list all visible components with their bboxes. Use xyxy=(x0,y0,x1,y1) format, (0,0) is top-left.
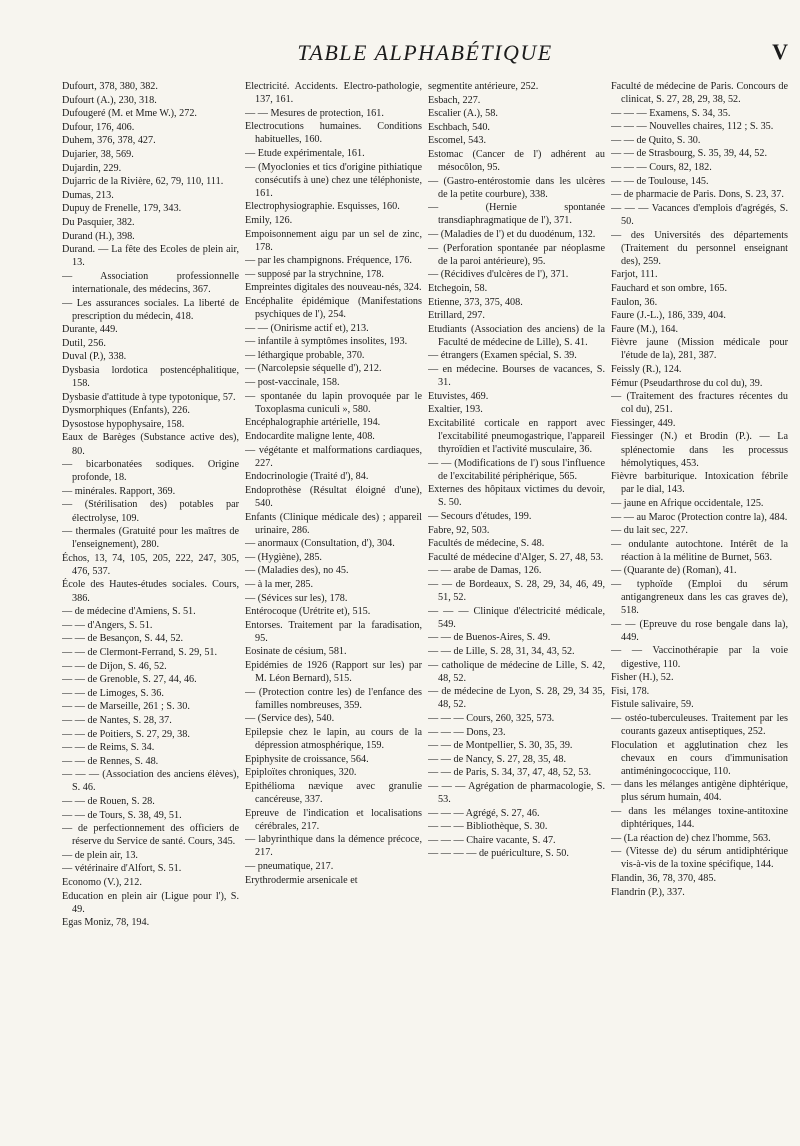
index-entry: — ondulante autochtone. Intérêt de la réaction à la mélitine de Burnet, 563. xyxy=(611,538,788,563)
index-entry: Endocardite maligne lente, 408. xyxy=(245,430,375,442)
index-entry: Electricité. Accidents. Electro-pathologie, 137, 161. xyxy=(245,81,422,106)
index-entry: Durand. — La fête des Ecoles de plein air, 13. xyxy=(62,244,239,269)
index-entry: Fièvre jaune (Mission médicale pour l'étude de la), 281, 387. xyxy=(611,337,788,362)
index-entry: — — de Besançon, S. 44, 52. xyxy=(62,633,184,645)
index-entry: — — d'Angers, S. 51. xyxy=(62,619,153,631)
index-entry: — bicarbonatées sodiques. Origine profonde, 18. xyxy=(62,459,239,484)
index-entry: — (Hernie spontanée transdiaphragmatique de l'), 371. xyxy=(428,202,605,227)
index-column-4 xyxy=(611,80,788,1132)
index-entry: — — au Maroc (Protection contre la), 484. xyxy=(611,511,788,523)
index-entry: Entérocoque (Urétrite et), 515. xyxy=(245,606,371,618)
index-entry: — — (Onirisme actif et), 213. xyxy=(245,322,369,334)
index-entry: — — de Poitiers, S. 27, 29, 38. xyxy=(62,728,190,740)
index-entry: — étrangers (Examen spécial, S. 39. xyxy=(428,350,577,362)
index-entry: Encéphalite épidémique (Manifestations psychiques de l'), 254. xyxy=(245,296,422,321)
index-entry: Eaux de Barèges (Substance active des), 80. xyxy=(62,432,239,457)
index-entry: — (Myoclonies et tics d'origine pithiatique consécutifs à une) chez une téléphoniste, 161. xyxy=(245,161,422,199)
index-entry: Fabre, 92, 503. xyxy=(428,524,490,536)
index-entry: Durante, 449. xyxy=(62,324,118,336)
index-entry: Dujarric de la Rivière, 62, 79, 110, 111. xyxy=(62,176,224,188)
index-entry: — supposé par la strychnine, 178. xyxy=(245,268,384,280)
index-entry: — de perfectionnement des officiers de réserve du Service de santé. Cours, 345. xyxy=(62,823,239,848)
index-entry: — — (Modifications de l') sous l'influence de l'excitabilité périphérique, 565. xyxy=(428,457,605,482)
index-entry: — — — (Association des anciens élèves), S. 46. xyxy=(62,769,239,794)
index-entry: — — de Reims, S. 34. xyxy=(62,742,155,754)
index-entry: — (Vitesse de) du sérum antidiphtérique vis-à-vis de la toxine spécifique, 144. xyxy=(611,846,788,871)
index-entry: Fisi, 178. xyxy=(611,685,650,697)
index-entry: — — — — de puériculture, S. 50. xyxy=(428,848,569,860)
index-entry: Fiessinger (N.) et Brodin (P.). — La splénectomie dans les processus hémolytiques, 453. xyxy=(611,431,788,469)
index-entry: — — de Rennes, S. 48. xyxy=(62,755,159,767)
index-entry: — (Maladies de l') et du duodénum, 132. xyxy=(428,229,596,241)
index-entry: Epiphysite de croissance, 564. xyxy=(245,753,369,765)
index-entry: Échos, 13, 74, 105, 205, 222, 247, 305, 476, 537. xyxy=(62,552,239,577)
index-entry: Fièvre barbiturique. Intoxication fébrile par le dial, 143. xyxy=(611,471,788,496)
index-entry: Empoisonnement aigu par un sel de zinc, 178. xyxy=(245,228,422,253)
index-entry: — dans les mélanges antigène diphtérique, plus sérum humain, 404. xyxy=(611,779,788,804)
index-entry: Dufourt (A.), 230, 318. xyxy=(62,94,157,106)
index-entry: — — de Buenos-Aires, S. 49. xyxy=(428,632,551,644)
index-column-2 xyxy=(245,80,422,1132)
index-entry: — des Universités des départements (Traitement du personnel enseignant des), 259. xyxy=(611,229,788,267)
index-entry: — (Narcolepsie séquelle d'), 212. xyxy=(245,363,382,375)
index-entry: — Les assurances sociales. La liberté de prescription du médecin, 418. xyxy=(62,297,239,322)
index-entry: Etchegoin, 58. xyxy=(428,282,488,294)
index-entry: Endoprothèse (Résultat éloigné d'une), 540. xyxy=(245,484,422,509)
index-entry: Egas Moniz, 78, 194. xyxy=(62,917,150,929)
index-entry: — jaune en Afrique occidentale, 125. xyxy=(611,497,764,509)
index-entry: Duval (P.), 338. xyxy=(62,351,127,363)
index-entry: Dujarier, 38, 569. xyxy=(62,148,134,160)
index-entry: — — de Dijon, S. 46, 52. xyxy=(62,660,167,672)
index-entry: Fémur (Pseudarthrose du col du), 39. xyxy=(611,377,763,389)
index-entry: — — de Grenoble, S. 27, 44, 46. xyxy=(62,674,197,686)
index-entry: — (Récidives d'ulcères de l'), 371. xyxy=(428,269,569,281)
index-entry: École des Hautes-études sociales. Cours, 386. xyxy=(62,579,239,604)
index-entry: — — — Vacances d'emplois d'agrégés, S. 50. xyxy=(611,202,788,227)
index-entry: Faure (J.-L.), 186, 339, 404. xyxy=(611,310,726,322)
index-entry: — — de Paris, S. 34, 37, 47, 48, 52, 53. xyxy=(428,767,591,779)
index-entry: — (Maladies des), no 45. xyxy=(245,565,349,577)
index-entry: Escalier (A.), 58. xyxy=(428,108,498,120)
index-entry: — infantile à symptômes insolites, 193. xyxy=(245,336,408,348)
index-entry: Epiploïtes chroniques, 320. xyxy=(245,767,357,779)
index-entry: — — — Agrégé, S. 27, 46. xyxy=(428,807,540,819)
index-entry: — dans les mélanges toxine-antitoxine diphtériques, 144. xyxy=(611,806,788,831)
index-entry: Epidémies de 1926 (Rapport sur les) par M. Léon Bernard), 515. xyxy=(245,660,422,685)
index-entry: Dutil, 256. xyxy=(62,337,106,349)
index-entry: Epithélioma nævique avec granulie cancéreuse, 337. xyxy=(245,780,422,805)
index-entry: Esbach, 227. xyxy=(428,94,481,106)
index-entry: Enfants (Clinique médicale des) ; appareil urinaire, 286. xyxy=(245,511,422,536)
index-entry: Economo (V.), 212. xyxy=(62,877,142,889)
index-column-3 xyxy=(428,80,605,1132)
index-entry: — — de Montpellier, S. 30, 35, 39. xyxy=(428,740,573,752)
index-entry: Etuvistes, 469. xyxy=(428,390,489,402)
index-entry: Eosinate de césium, 581. xyxy=(245,646,347,658)
index-entry: Estomac (Cancer de l') adhérent au mésocôlon, 95. xyxy=(428,148,605,174)
index-entry: — par les champignons. Fréquence, 176. xyxy=(245,255,412,267)
index-entry: — minérales. Rapport, 369. xyxy=(62,485,176,497)
index-entry: — post-vaccinale, 158. xyxy=(245,377,340,389)
index-entry: Dysbasia lordotica postencéphalitique, 158. xyxy=(62,364,239,390)
page-title: TABLE ALPHABÉTIQUE xyxy=(297,40,553,65)
index-entry: Dysbasie d'attitude à type typotonique, 57. xyxy=(62,391,236,403)
index-entry: — léthargique probable, 370. xyxy=(245,349,365,361)
index-entry: Etrillard, 297. xyxy=(428,310,485,322)
index-entry: — — — Bibliothèque, S. 30. xyxy=(428,821,548,833)
index-entry: — — — Nouvelles chaires, 112 ; S. 35. xyxy=(611,121,774,133)
index-entry: Facultés de médecine, S. 48. xyxy=(428,538,545,550)
index-entry: Dysostose hypophysaire, 158. xyxy=(62,418,185,430)
index-entry: Dujardin, 229. xyxy=(62,162,122,174)
page-header xyxy=(62,40,788,70)
index-entry: — — — Cours, 82, 182. xyxy=(611,162,712,174)
index-entry: — — — Chaire vacante, S. 47. xyxy=(428,834,556,846)
index-entry: — (Sévices sur les), 178. xyxy=(245,592,348,604)
index-entry: Fauchard et son ombre, 165. xyxy=(611,282,727,294)
index-entry: — — — Agrégation de pharmacologie, S. 53. xyxy=(428,780,605,805)
index-entry: Empreintes digitales des nouveau-nés, 324. xyxy=(245,282,422,294)
index-entry: Escomel, 543. xyxy=(428,135,487,147)
index-entry: Education en plein air (Ligue pour l'), S. 49. xyxy=(62,890,239,915)
index-entry: — de médecine d'Amiens, S. 51. xyxy=(62,606,196,618)
index-entry: Dufour, 176, 406. xyxy=(62,121,135,133)
index-entry: — (Hygiène), 285. xyxy=(245,551,322,563)
index-entry: — — Vaccinothérapie par la voie digestive, 110. xyxy=(611,645,788,670)
index-entry: — (Stérilisation des) potables par électrolyse, 109. xyxy=(62,499,239,524)
index-entry: — (Protection contre les) de l'enfance des familles nombreuses, 359. xyxy=(245,686,422,711)
index-columns xyxy=(62,80,788,1132)
index-entry: Faulon, 36. xyxy=(611,296,658,308)
index-entry: Endocrinologie (Traité d'), 84. xyxy=(245,471,369,483)
index-entry: — (Service des), 540. xyxy=(245,713,335,725)
index-entry: Fisher (H.), 52. xyxy=(611,672,674,684)
index-entry: — — de Tours, S. 38, 49, 51. xyxy=(62,809,182,821)
index-entry: — catholique de médecine de Lille, S. 42, 48, 52. xyxy=(428,659,605,684)
index-entry: — Etude expérimentale, 161. xyxy=(245,147,365,159)
index-entry: — — de Quito, S. 30. xyxy=(611,134,701,146)
index-entry: Faculté de médecine d'Alger, S. 27, 48, 53. xyxy=(428,551,604,563)
index-entry: — (Perforation spontanée par néoplasme de la paroi antérieure), 95. xyxy=(428,242,605,267)
index-entry: — — — Clinique d'électricité médicale, 549. xyxy=(428,605,605,630)
index-entry: Flandin, 36, 78, 370, 485. xyxy=(611,873,716,885)
index-column-1 xyxy=(62,80,239,1132)
index-entry: Etienne, 373, 375, 408. xyxy=(428,296,523,308)
index-entry: Dupuy de Frenelle, 179, 343. xyxy=(62,203,182,215)
index-entry: Duhem, 376, 378, 427. xyxy=(62,135,156,147)
index-entry: Dufourt, 378, 380, 382. xyxy=(62,81,158,92)
index-entry: Faculté de médecine de Paris. Concours de clinicat, S. 27, 28, 29, 38, 52. xyxy=(611,81,788,106)
index-entry: Epilepsie chez le lapin, au cours de la dépression atmosphérique, 159. xyxy=(245,727,422,752)
index-entry: — — de Clermont-Ferrand, S. 29, 51. xyxy=(62,646,218,658)
index-entry: — Secours d'études, 199. xyxy=(428,511,532,522)
index-entry: Eschbach, 540. xyxy=(428,121,490,133)
index-entry: — — de Rouen, S. 28. xyxy=(62,795,155,807)
index-entry: — — arabe de Damas, 126. xyxy=(428,565,542,577)
index-entry: — — (Epreuve du rose bengale dans la), 449. xyxy=(611,618,788,643)
index-entry: — — de Limoges, S. 36. xyxy=(62,687,164,699)
index-entry: Externes des hôpitaux victimes du devoir, S. 50. xyxy=(428,484,605,509)
index-entry: — — de Toulouse, 145. xyxy=(611,175,709,187)
index-entry: — vétérinaire d'Alfort, S. 51. xyxy=(62,863,182,875)
index-entry: — (Gastro-entérostomie dans les ulcères de la petite courbure), 338. xyxy=(428,175,605,200)
index-entry: — — de Marseille, 261 ; S. 30. xyxy=(62,701,190,713)
index-entry: Floculation et agglutination chez les chevaux en cours d'immunisation antiméningococcique, 110. xyxy=(611,739,788,777)
index-entry: — — — Examens, S. 34, 35. xyxy=(611,107,731,119)
index-entry: — anormaux (Consultation, d'), 304. xyxy=(245,538,395,550)
index-entry: Exaltier, 193. xyxy=(428,404,483,416)
index-entry: — labyrinthique dans la démence précoce, 217. xyxy=(245,834,422,859)
index-entry: — — de Bordeaux, S. 28, 29, 34, 46, 49, 51, 52. xyxy=(428,578,605,604)
index-entry: Electrocutions humaines. Conditions habituelles, 160. xyxy=(245,121,422,146)
index-entry: Flandrin (P.), 337. xyxy=(611,886,685,898)
index-entry: — spontanée du lapin provoquée par le Toxoplasma cuniculi », 580. xyxy=(245,390,422,415)
index-entry: — — de Nancy, S. 27, 28, 35, 48. xyxy=(428,753,566,765)
index-entry: — — — Cours, 260, 325, 573. xyxy=(428,712,555,724)
index-entry: — — Mesures de protection, 161. xyxy=(245,107,384,119)
page-number: V xyxy=(772,39,788,64)
index-entry: — — de Nantes, S. 28, 37. xyxy=(62,714,172,726)
index-entry: Entorses. Traitement par la faradisation, 95. xyxy=(245,619,422,644)
index-entry: Du Pasquier, 382. xyxy=(62,216,135,228)
index-entry: — (Quarante de) (Roman), 41. xyxy=(611,565,737,577)
index-entry: Electrophysiographie. Esquisses, 160. xyxy=(245,201,400,213)
index-entry: — thermales (Gratuité pour les maîtres de l'enseignement), 280. xyxy=(62,526,239,551)
index-entry: Durand (H.), 398. xyxy=(62,230,135,242)
index-entry: Faure (M.), 164. xyxy=(611,323,679,335)
index-entry: — de plein air, 13. xyxy=(62,849,138,861)
index-entry: — pneumatique, 217. xyxy=(245,860,334,872)
index-entry: Dysmorphiques (Enfants), 226. xyxy=(62,405,190,417)
index-entry: — de pharmacie de Paris. Dons, S. 23, 37. xyxy=(611,189,784,201)
index-entry: Dumas, 213. xyxy=(62,189,114,201)
index-entry: — (La réaction de) chez l'homme, 563. xyxy=(611,832,771,844)
index-entry: — typhoïde (Emploi du sérum antigangreneux dans les cas graves de), 518. xyxy=(611,578,788,617)
index-entry: Feissly (R.), 124. xyxy=(611,363,682,375)
index-entry: segmentite antérieure, 252. xyxy=(428,81,539,92)
index-entry: Excitabilité corticale en rapport avec l'excitabilité pneumogastrique, l'appareil thyroïdien et l'activité musculaire, 36. xyxy=(428,417,605,456)
index-entry: Fistule salivaire, 59. xyxy=(611,699,694,711)
index-entry: Farjot, 111. xyxy=(611,269,658,281)
index-entry: Encéphalographie artérielle, 194. xyxy=(245,417,381,429)
index-entry: — à la mer, 285. xyxy=(245,578,314,590)
index-entry: — végétante et malformations cardiaques, 227. xyxy=(245,444,422,469)
index-entry: Emily, 126. xyxy=(245,214,293,226)
index-entry: — — de Lille, S. 28, 31, 34, 43, 52. xyxy=(428,645,575,657)
index-entry: Dufougeré (M. et Mme W.), 272. xyxy=(62,108,197,120)
index-entry: — ostéo-tuberculeuses. Traitement par les courants gazeux antiseptiques, 252. xyxy=(611,712,788,737)
index-entry: Erythrodermie arsenicale et xyxy=(245,874,358,886)
index-entry: Fiessinger, 449. xyxy=(611,417,676,429)
index-entry: — (Traitement des fractures récentes du col du), 251. xyxy=(611,391,788,416)
index-entry: — en médecine. Bourses de vacances, S. 31. xyxy=(428,363,605,389)
index-entry: Epreuve de l'indication et localisations cérébrales, 217. xyxy=(245,807,422,832)
index-entry: — Association professionnelle internationale, des médecins, 367. xyxy=(62,270,239,295)
index-entry: — du lait sec, 227. xyxy=(611,525,688,537)
index-entry: Etudiants (Association des anciens) de la Faculté de médecine de Lille), S. 41. xyxy=(428,323,605,348)
index-entry: — — — Dons, 23. xyxy=(428,726,506,738)
index-entry: — de médecine de Lyon, S. 28, 29, 34 35, 48, 52. xyxy=(428,686,605,711)
index-entry: — — de Strasbourg, S. 35, 39, 44, 52. xyxy=(611,148,768,160)
